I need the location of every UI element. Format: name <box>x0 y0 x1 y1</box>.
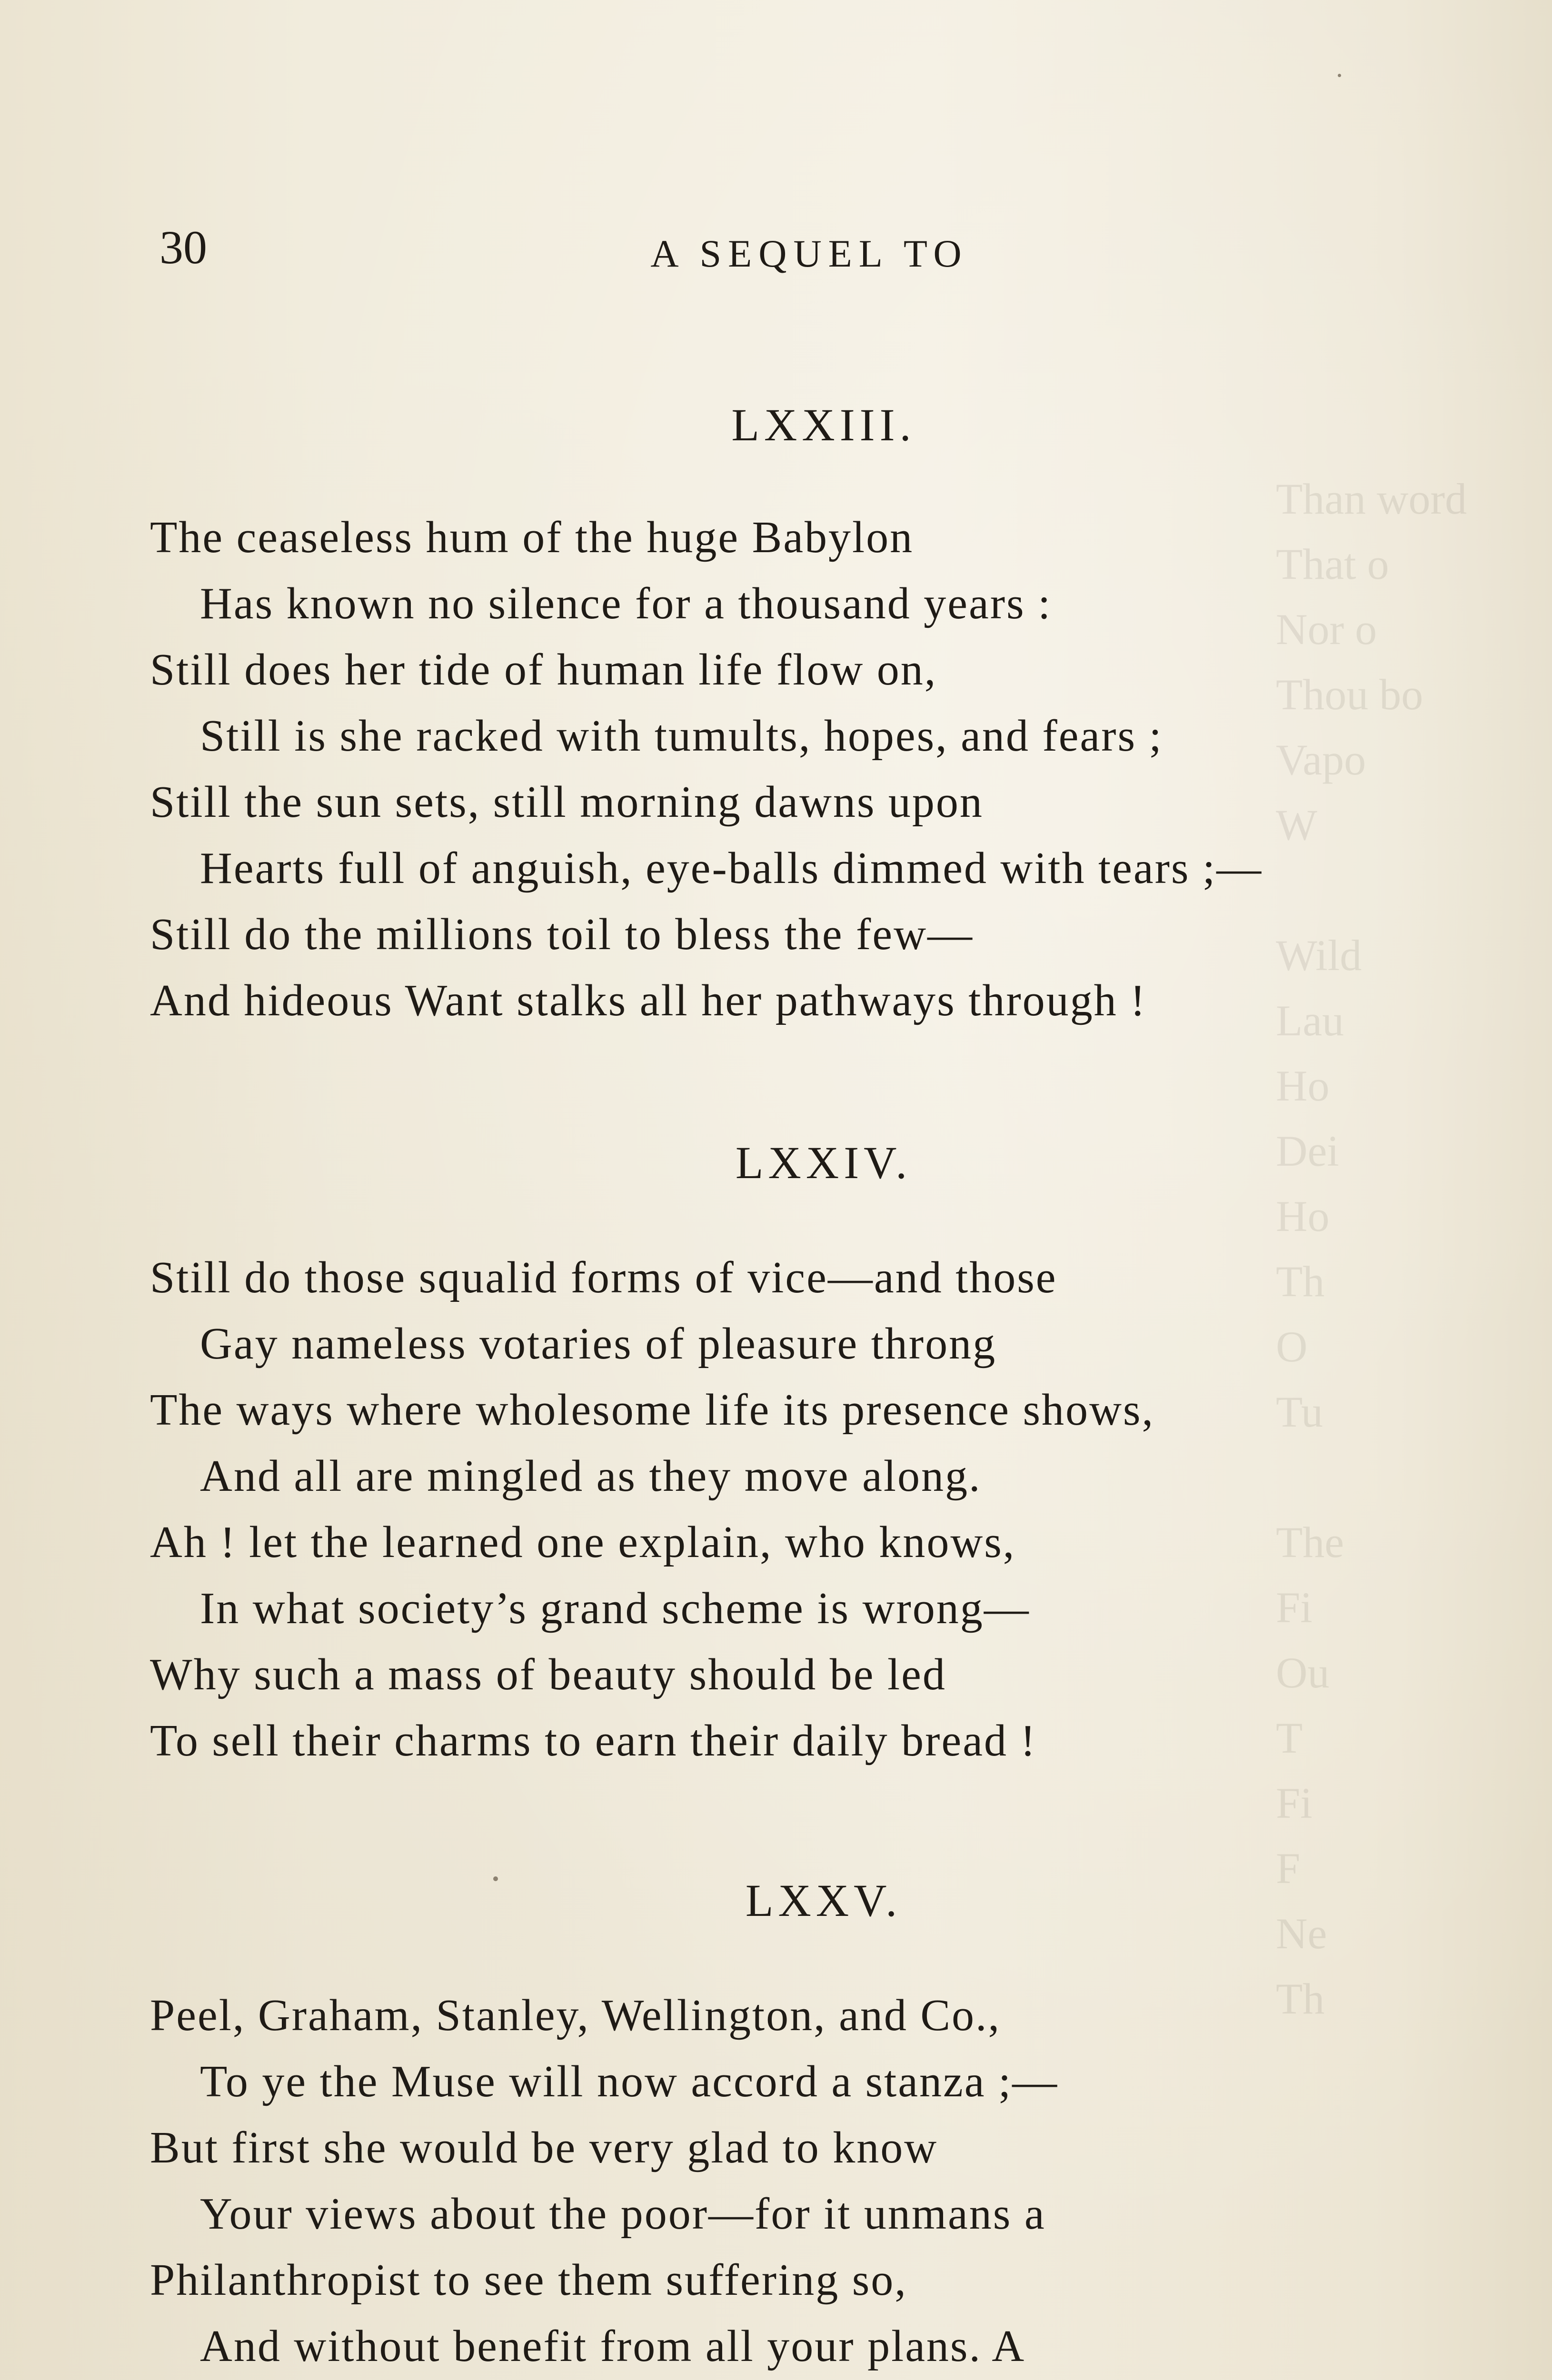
verse-line: To sell their charms to earn their daily bread ! <box>150 1716 1037 1765</box>
stanza <box>150 505 1459 1034</box>
stanza <box>150 1245 1459 1774</box>
stanza-number: LXXIII. <box>731 399 916 450</box>
page-number: 30 <box>159 221 207 274</box>
verse-line: The ways where wholesome life its presence shows, <box>150 1385 1154 1435</box>
show-through-text: Than word That o Nor o Thou bo Vapo W Wild Lau Ho Dei Ho Th O Tu The Fi Ou T Fi F Ne Th <box>1276 475 1467 2023</box>
verse-line: Has known no silence for a thousand years : <box>200 579 1052 628</box>
verse-line: And without benefit from all your plans. A <box>200 2321 1026 2371</box>
verse-line: Peel, Graham, Stanley, Wellington, and Co., <box>150 1991 1001 2040</box>
verse-line: Still is she racked with tumults, hopes, and fears ; <box>200 711 1163 761</box>
verse-line: Still do those squalid forms of vice—and those <box>150 1253 1057 1302</box>
verse-line: The ceaseless hum of the huge Babylon <box>150 513 914 562</box>
verse-line: Still the sun sets, still morning dawns upon <box>150 777 984 827</box>
running-head: A SEQUEL TO <box>650 232 968 275</box>
verse-line: Hearts full of anguish, eye-balls dimmed with tears ;— <box>200 843 1263 893</box>
verse-line: Still does her tide of human life flow on, <box>150 645 937 694</box>
ink-speck <box>493 1876 498 1881</box>
verse-line: Why such a mass of beauty should be led <box>150 1650 946 1699</box>
verse-line: But first she would be very glad to know <box>150 2123 938 2172</box>
verse-line: Your views about the poor—for it unmans a <box>200 2189 1046 2239</box>
ink-speck <box>1338 74 1341 77</box>
verse-line: Still do the millions toil to bless the few— <box>150 910 974 959</box>
stanza <box>150 1983 1459 2380</box>
verse-line: Ah ! let the learned one explain, who knows, <box>150 1517 1016 1567</box>
verse-line: In what society’s grand scheme is wrong— <box>200 1584 1030 1633</box>
verse-line: And hideous Want stalks all her pathways through ! <box>150 976 1147 1025</box>
stanza-number: LXXV. <box>745 1875 902 1926</box>
stanza-number: LXXIV. <box>735 1137 912 1188</box>
verse-line: And all are mingled as they move along. <box>200 1451 982 1501</box>
verse-line: Gay nameless votaries of pleasure throng <box>200 1319 997 1368</box>
verse-line: To ye the Muse will now accord a stanza ;— <box>200 2057 1059 2106</box>
verse-line: Philanthropist to see them suffering so, <box>150 2255 907 2305</box>
